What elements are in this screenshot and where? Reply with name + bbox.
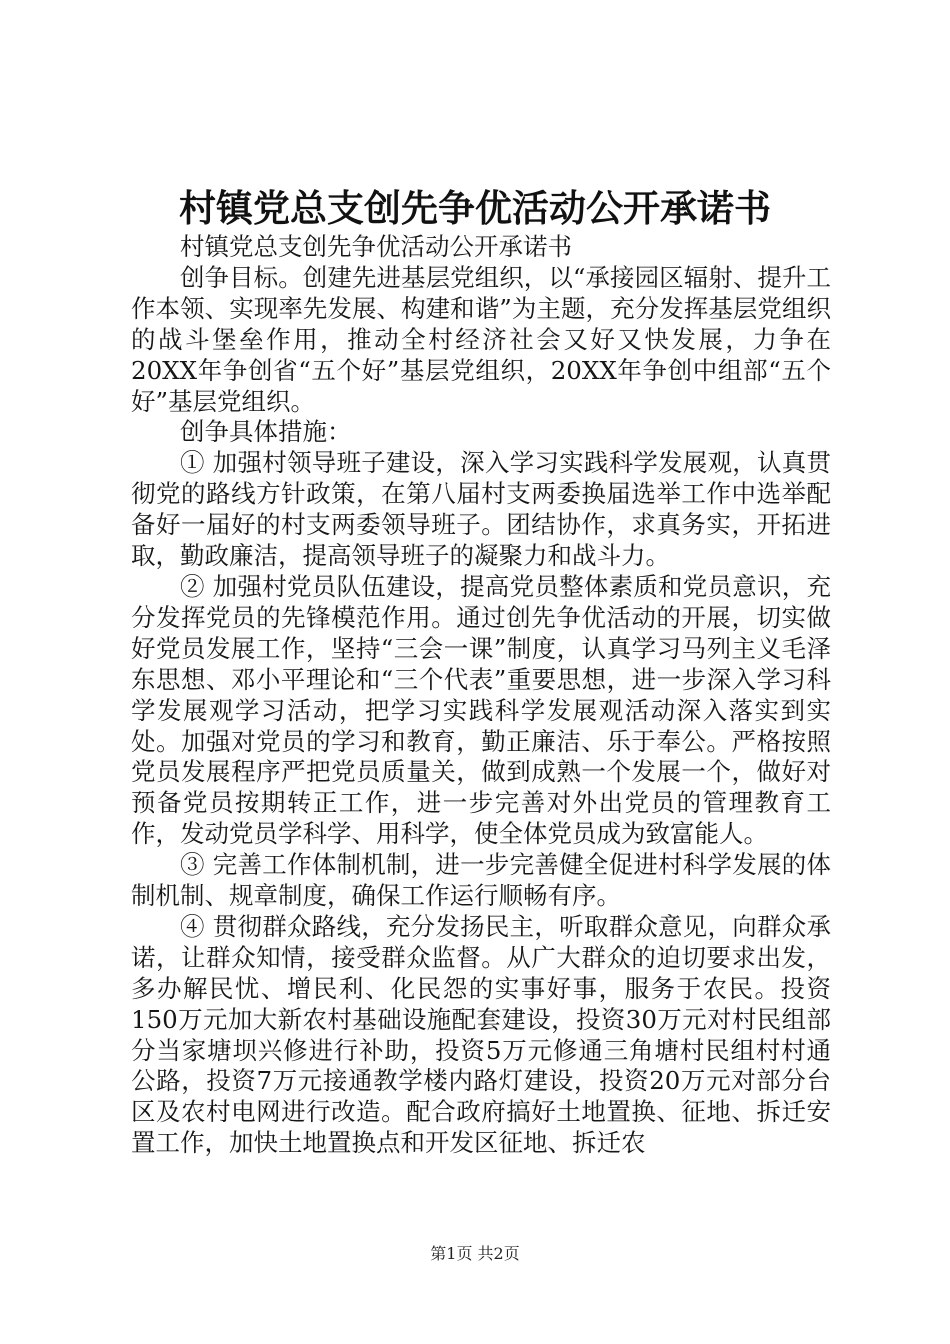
- paragraph-goal: 创争目标。创建先进基层党组织，以“承接园区辐射、提升工作本领、实现率先发展、构建和谐”为主题，充分发挥基层党组织的战斗堡垒作用，推动全村经济社会又好又快发展，力争在20XX年争创省“五个好”基层党组织，20XX年争创中组部“五个好”基层党组织。: [131, 262, 831, 416]
- paragraph-measure-4: ④ 贯彻群众路线，充分发扬民主，听取群众意见，向群众承诺，让群众知情，接受群众监督。从广大群众的迫切要求出发，多办解民忧、增民利、化民怨的实事好事，服务于农民。投资150万元加大新农村基础设施配套建设，投资30万元对村民组部分当家塘坝兴修进行补助，投资5万元修通三角塘村民组村村通公路，投资7万元接通教学楼内路灯建设，投资20万元对部分台区及农村电网进行改造。配合政府搞好土地置换、征地、拆迁安置工作，加快土地置换点和开发区征地、拆迁农: [131, 911, 831, 1158]
- paragraph-measure-1: ① 加强村领导班子建设，深入学习实践科学发展观，认真贯彻党的路线方针政策，在第八届村支两委换届选举工作中选举配备好一届好的村支两委领导班子。团结协作，求真务实，开拓进取，勤政廉洁，提高领导班子的凝聚力和战斗力。: [131, 448, 831, 571]
- document-body: [131, 232, 831, 1159]
- paragraph-measures-heading: 创争具体措施：: [180, 417, 352, 447]
- page-number-footer: 第1页 共2页: [430, 1244, 520, 1263]
- paragraph-measure-3: ③ 完善工作体制机制，进一步完善健全促进村科学发展的体制机制、规章制度，确保工作运行顺畅有序。: [131, 850, 831, 911]
- paragraph-heading-repeat: 村镇党总支创先争优活动公开承诺书: [180, 232, 572, 261]
- paragraph-measure-2: ② 加强村党员队伍建设，提高党员整体素质和党员意识，充分发挥党员的先锋模范作用。通过创先争优活动的开展，切实做好党员发展工作，坚持“三会一课”制度，认真学习马列主义毛泽东思想、邓小平理论和“三个代表”重要思想，进一步深入学习科学发展观学习活动，把学习实践科学发展观活动深入落实到实处。加强对党员的学习和教育，勤正廉洁、乐于奉公。严格按照党员发展程序严把党员质量关，做到成熟一个发展一个，做好对预备党员按期转正工作，进一步完善对外出党员的管理教育工作，发动党员学科学、用科学，使全体党员成为致富能人。: [131, 571, 831, 849]
- document-title: 村镇党总支创先争优活动公开承诺书: [179, 186, 771, 230]
